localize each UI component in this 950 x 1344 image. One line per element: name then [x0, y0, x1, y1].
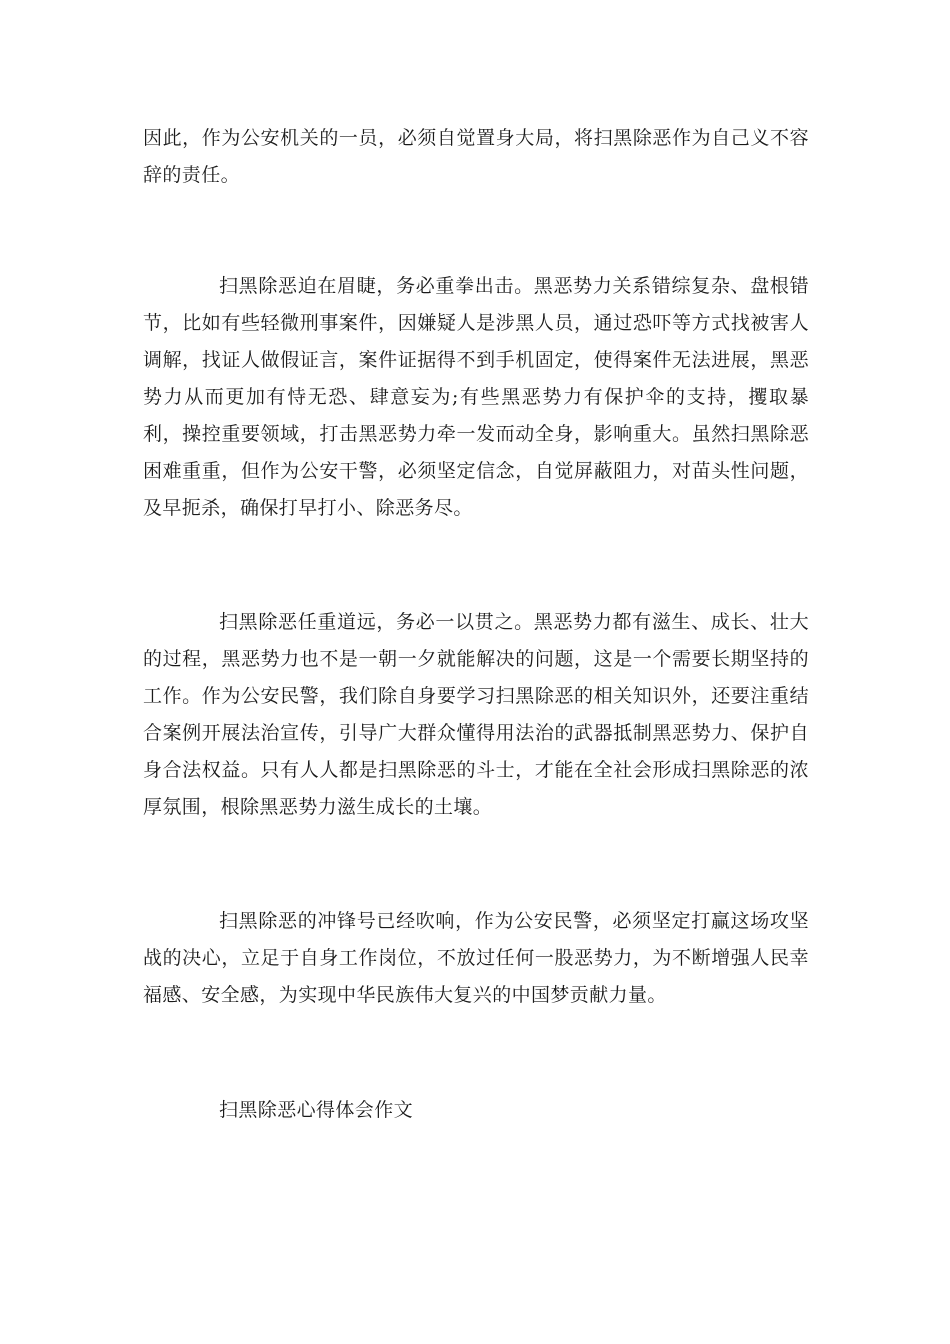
paragraph-2: 扫黑除恶迫在眉睫，务必重拳出击。黑恶势力关系错综复杂、盘根错节，比如有些轻微刑事案件，因嫌疑人是涉黑人员，通过恐吓等方式找被害人调解，找证人做假证言，案件证据得不到手机固定，使得案件无法进展，黑恶势力从而更加有恃无恐、肆意妄为;有些黑恶势力有保护伞的支持，攫取暴利，操控重要领域，打击黑恶势力牵一发而动全身，影响重大。虽然扫黑除恶困难重重，但作为公安干警，必须坚定信念，自觉屏蔽阻力，对苗头性问题，及早扼杀，确保打早打小、除恶务尽。 [143, 275, 809, 519]
paragraph-3: 扫黑除恶任重道远，务必一以贯之。黑恶势力都有滋生、成长、壮大的过程，黑恶势力也不是一朝一夕就能解决的问题，这是一个需要长期坚持的工作。作为公安民警，我们除自身要学习扫黑除恶的相关知识外，还要注重结合案例开展法治宣传，引导广大群众懂得用法治的武器抵制黑恶势力、保护自身合法权益。只有人人都是扫黑除恶的斗士，才能在全社会形成扫黑除恶的浓厚氛围，根除黑恶势力滋生成长的土壤。 [143, 611, 809, 818]
paragraph-continuation: 因此，作为公安机关的一员，必须自觉置身大局，将扫黑除恶作为自己义不容辞的责任。 [143, 127, 809, 186]
paragraph-4: 扫黑除恶的冲锋号已经吹响，作为公安民警，必须坚定打赢这场攻坚战的决心，立足于自身工作岗位，不放过任何一股恶势力，为不断增强人民幸福感、安全感，为实现中华民族伟大复兴的中国梦贡献力量。 [143, 910, 809, 1006]
next-article-title: 扫黑除恶心得体会作文 [219, 1099, 414, 1121]
